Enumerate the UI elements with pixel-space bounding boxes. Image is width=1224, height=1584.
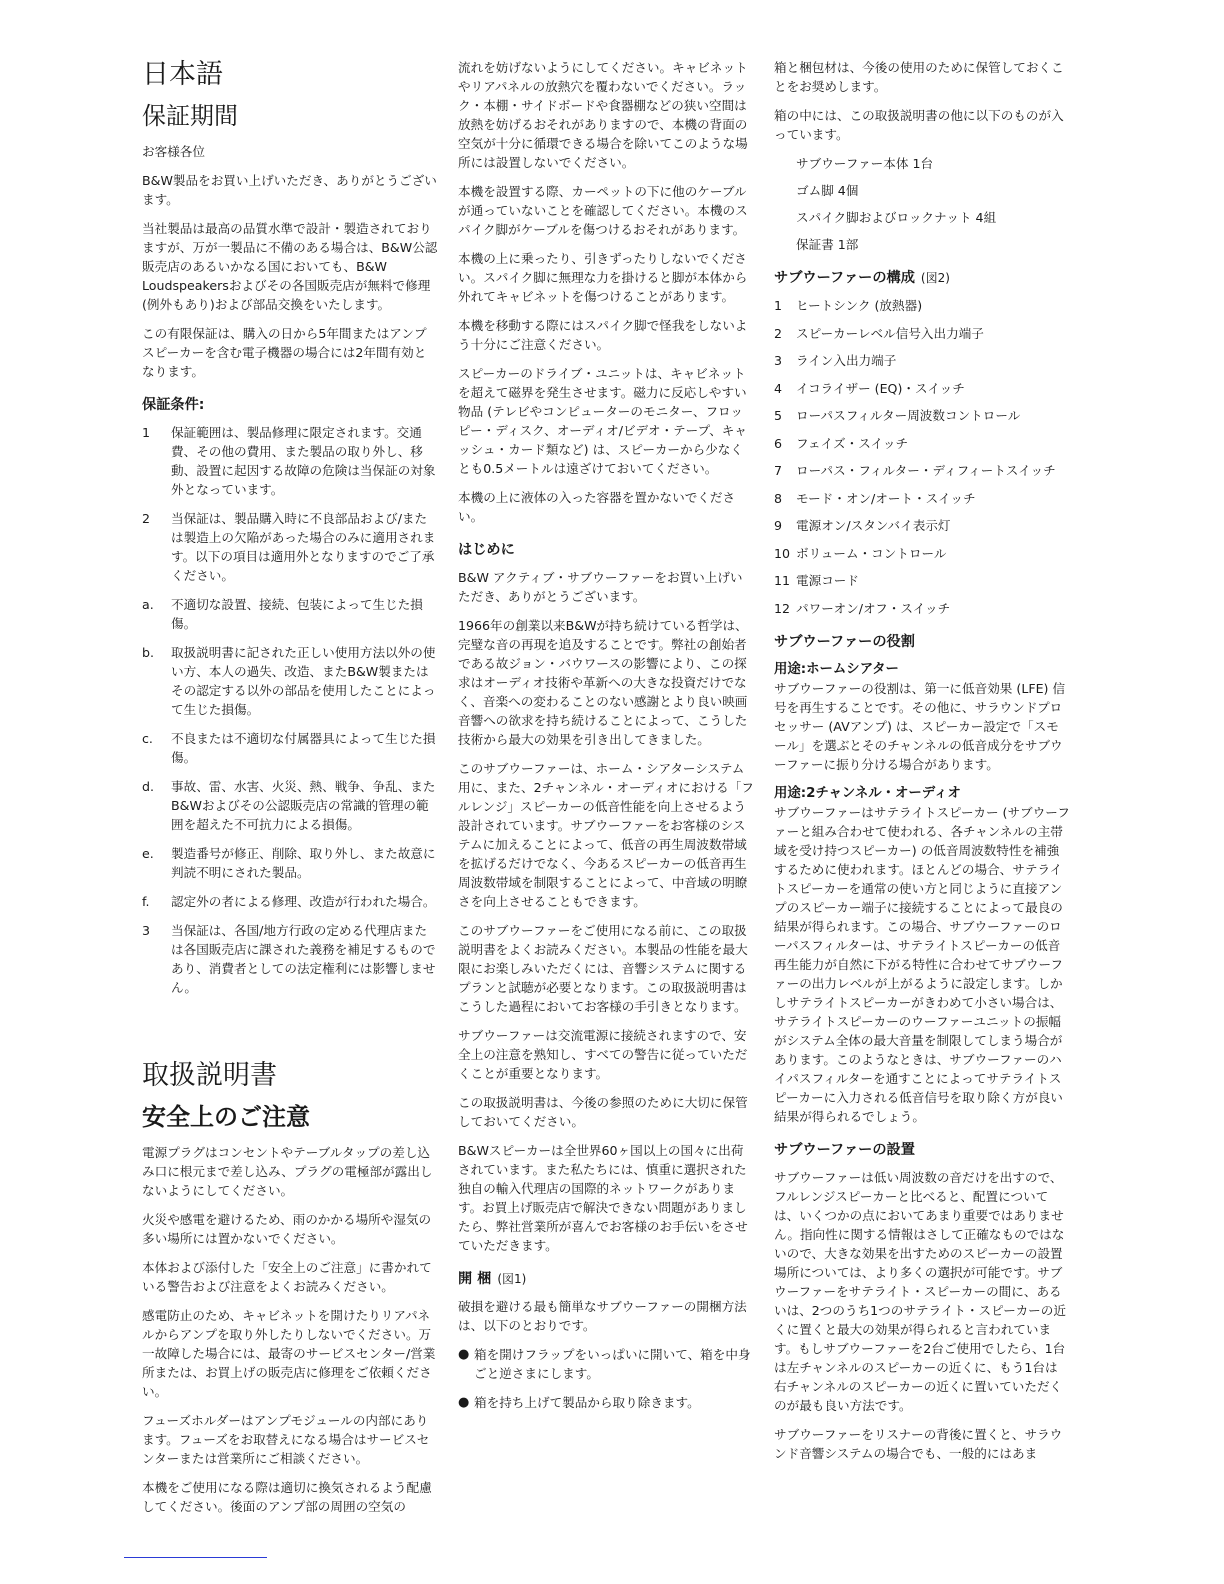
- condition-marker: f.: [142, 894, 150, 909]
- part-number: 5: [774, 408, 783, 423]
- unpack-step-text: 箱を持ち上げて製品から取り除きます。: [474, 1395, 700, 1410]
- condition-marker: 1: [142, 425, 151, 440]
- part-item: [774, 406, 1070, 425]
- use-home-theater-paragraph: サブウーファーの役割は、第一に低音効果 (LFE) 信号を再生することです。その他に、サラウンドプロセッサー (AVアンプ) は、スピーカー設定で「スモール」を選ぶとそのチャンネルの低音成分をサブウーファーに振り分ける場合があります。: [774, 680, 1066, 772]
- part-number: 11: [774, 573, 791, 588]
- unpack-heading: [458, 1269, 754, 1289]
- condition-item: [142, 729, 438, 767]
- safety-title: 安全上のご注意: [142, 1103, 310, 1131]
- greeting: お客様各位: [142, 144, 205, 159]
- use-two-channel-title: 用途:2チャンネル・オーディオ: [774, 785, 961, 801]
- part-label: パワーオン/オフ・スイッチ: [796, 600, 951, 616]
- condition-text: 製造番号が修正、削除、取り外し、また故意に判読不明にされた製品。: [171, 846, 436, 880]
- condition-text: 取扱説明書に記された正しい使用方法以外の使い方、本人の過失、改造、またB&W製またはその認定する以外の部品を使用したことによって生じた損傷。: [171, 645, 436, 717]
- safety-paragraph: 本機の上に乗ったり、引きずったりしないでください。スパイク脚に無理な力を掛けると脚が本体から外れてキャビネットを傷つけることがあります。: [458, 251, 748, 304]
- part-label: ヒートシンク (放熱器): [796, 298, 923, 313]
- safety-paragraph: 火災や感電を避けるため、雨のかかる場所や湿気の多い場所には置かないでください。: [142, 1212, 432, 1246]
- condition-item: [142, 595, 438, 633]
- intro-paragraph: B&W アクティブ・サブウーファーをお買い上げいただき、ありがとうございます。: [458, 570, 743, 604]
- contents-item: ゴム脚 4個: [796, 183, 859, 198]
- part-item: [774, 489, 1070, 508]
- safety-paragraph: 本体および添付した「安全上のご注意」に書かれている警告および注意をよくお読みください。: [142, 1260, 432, 1294]
- section-spacer: [142, 1007, 438, 1059]
- safety-paragraph: 感電防止のため、キャビネットを開けたりリアパネルからアンプを取り外したりしないでください。万一故障した場合には、最寄のサービスセンター/営業所または、お買上げの販売店に修理をご依頼ください。: [142, 1308, 436, 1399]
- part-number: 6: [774, 435, 783, 451]
- contents-item: サブウーファー本体 1台: [796, 156, 934, 171]
- condition-text: 不良または不適切な付属器具によって生じた損傷。: [171, 731, 436, 765]
- condition-marker: 2: [142, 511, 151, 526]
- contents-paragraph: 箱の中には、この取扱説明書の他に以下のものが入っています。: [774, 108, 1064, 142]
- part-item: [774, 571, 1070, 590]
- placement-title: サブウーファーの設置: [774, 1141, 915, 1158]
- packaging-paragraph: 箱と梱包材は、今後の使用のために保管しておくことをお奨めします。: [774, 60, 1064, 94]
- config-title: サブウーファーの構成: [774, 270, 915, 286]
- condition-marker: c.: [142, 731, 153, 746]
- condition-text: 当保証は、製品購入時に不良部品および/または製造上の欠陥があった場合のみに適用されます。以下の項目は適用外となりますのでご了承ください。: [171, 511, 436, 583]
- part-number: 1: [774, 298, 783, 313]
- part-item: [774, 461, 1070, 480]
- placement-paragraph: サブウーファーは低い周波数の音だけを出すので、フルレンジスピーカーと比べると、配置については、いくつかの点においてあまり重要ではありません。指向性に関する情報はさして正確なものではないので、大きな効果を出すためのスピーカーの設置場所については、より多くの選択が可能です。サブウーファーをサテライト・スピーカーの間に、あるいは、2つのうち1つのサテライト・スピーカーの近くに置くと最大の効果が得られると言われています。もしサブウーファーを2台ご使用でしたら、1台は左チャンネルのスピーカーの近くに、もう1台は右チャンネルのスピーカーの近くに置いていただくのが最も良い方法です。: [774, 1169, 1066, 1413]
- condition-marker: 3: [142, 923, 151, 938]
- part-item: [774, 434, 1070, 453]
- warranty-title: 保証期間: [142, 102, 238, 130]
- condition-item: [142, 423, 438, 499]
- placement-paragraph: サブウーファーをリスナーの背後に置くと、サラウンド音響システムの場合でも、一般的にはあま: [774, 1426, 1063, 1461]
- condition-item: [142, 892, 438, 911]
- condition-item: [142, 777, 438, 834]
- intro-paragraph: このサブウーファーは、ホーム・シアターシステム用に、また、2チャンネル・オーディオにおける「フルレンジ」スピーカーの低音性能を向上させるよう設計されています。サブウーファーをお客様のシステムに加えることによって、低音の再生周波数帯域を拡げるだけでなく、今あるスピーカーの低音再生周波数帯域を制限することによって、中音域の明瞭さを向上させることもできます。: [458, 761, 754, 909]
- part-label: 電源オン/スタンバイ表示灯: [796, 518, 951, 533]
- part-number: 7: [774, 463, 783, 478]
- unpack-step-text: 箱を開けフラップをいっぱいに開いて、箱を中身ごと逆さまにします。: [474, 1347, 751, 1381]
- language-title: 日本語: [142, 59, 223, 90]
- part-label: モード・オン/オート・スイッチ: [796, 490, 976, 506]
- unpack-step: [458, 1345, 754, 1383]
- condition-item: [142, 509, 438, 585]
- part-number: 10: [774, 545, 791, 561]
- part-item: [774, 599, 1070, 618]
- part-label: ローパス・フィルター・ディフィートスイッチ: [796, 463, 1056, 478]
- part-label: スピーカーレベル信号入出力端子: [796, 325, 984, 341]
- part-item: [774, 544, 1070, 563]
- bullet-icon: ●: [458, 1395, 470, 1410]
- parts-list: [774, 296, 1070, 618]
- use-two-channel-paragraph: サブウーファーはサテライトスピーカー (サブウーファーと組み合わせて使われる、各チャンネルの主帯域を受け持つスピーカー) の低音周波数特性を補強するために使われます。ほとんどの場合、サテライトスピーカーを通常の使い方と同じように直接アンプのスピーカー端子に接続することによって最良の結果が得られます。この場合、サブウーファーのローパスフィルターは、サテライトスピーカーの低音再生能力が自然に下がる特性に合わせてサブウーファーの出力レベルが上がるように設定します。しかしサテライトスピーカーがきわめて小さい場合は、サテライトスピーカーのウーファーユニットの振幅がシステム全体の最大音量を制限してしまう場合があります。このようなときは、サブウーファーのハイパスフィルターを通すことによってサテライトスピーカーに入力される低音信号を取り除く方が良い結果が得られるでしょう。: [774, 804, 1070, 1124]
- conditions-title: 保証条件:: [142, 397, 205, 413]
- part-item: [774, 296, 1070, 315]
- conditions-list: [142, 423, 438, 997]
- part-label: ローパスフィルター周波数コントロール: [796, 408, 1021, 423]
- part-number: 9: [774, 518, 783, 533]
- safety-paragraph: 本機を設置する際、カーペットの下に他のケーブルが通っていないことを確認してください。本機のスパイク脚がケーブルを傷つけるおそれがあります。: [458, 184, 748, 237]
- safety-paragraph: フューズホルダーはアンプモジュールの内部にあります。フューズをお取替えになる場合はサービスセンターまたは営業所にご相談ください。: [142, 1413, 430, 1466]
- config-figure-ref: (図2): [920, 271, 950, 285]
- safety-paragraph: スピーカーのドライブ・ユニットは、キャビネットを超えて磁界を発生させます。磁力に反応しやすい物品 (テレビやコンピューターのモニター、フロッピー・ディスク、オーディオ/ビデオ・テープ、キャッシュ・カード類など) は、スピーカーから少なくとも0.5メートルは遠ざけておいてください。: [458, 366, 747, 476]
- manual-title: 取扱説明書: [142, 1060, 277, 1091]
- part-label: イコライザー (EQ)・スイッチ: [796, 380, 965, 396]
- part-number: 12: [774, 600, 791, 616]
- unpack-step: [458, 1393, 754, 1412]
- part-label: 電源コード: [796, 573, 859, 588]
- bullet-icon: ●: [458, 1347, 470, 1362]
- condition-marker: d.: [142, 779, 154, 794]
- intro-paragraph: サブウーファーは交流電源に接続されますので、安全上の注意を熟知し、すべての警告に従っていただくことが重要となります。: [458, 1028, 748, 1081]
- condition-marker: a.: [142, 597, 154, 612]
- safety-paragraph: 流れを妨げないようにしてください。キャビネットやリアパネルの放熱穴を覆わないでください。ラック・本棚・サイドボードや食器棚などの狭い空間は放熱を妨げるおそれがありますので、本機の背面の空気が十分に循環できる場合を除いてこのような場所には設置しないでください。: [458, 60, 748, 170]
- intro-paragraph: この取扱説明書は、今後の参照のために大切に保管しておいてください。: [458, 1095, 748, 1129]
- condition-marker: e.: [142, 846, 154, 861]
- use-home-theater-title: 用途:ホームシアター: [774, 661, 899, 677]
- warranty-paragraph: この有限保証は、購入の日から5年間またはアンプスピーカーを含む電子機器の場合には2年間有効となります。: [142, 326, 427, 379]
- part-number: 3: [774, 353, 783, 368]
- intro-paragraph: 1966年の創業以来B&Wが持ち続けている哲学は、完璧な音の再現を追及することです。弊社の創始者である故ジョン・バウワースの影響により、この探求はオーディオ技術や革新への大きな投資だけでなく、音楽への変わることのない感謝とより良い映画音響への欲求を持ち続けることによって、こうした技術から最大の効果を引き出してきました。: [458, 618, 748, 747]
- contents-item: 保証書 1部: [796, 237, 859, 252]
- safety-paragraph: 電源プラグはコンセントやテーブルタップの差し込み口に根元まで差し込み、プラグの電極部が露出しないようにしてください。: [142, 1145, 433, 1198]
- part-label: ボリューム・コントロール: [796, 545, 947, 561]
- safety-paragraph: 本機をご使用になる際は適切に換気されるよう配慮してください。後面のアンプ部の周囲の空気の: [142, 1480, 432, 1514]
- unpack-figure-ref: (図1): [497, 1272, 527, 1286]
- safety-paragraph: 本機を移動する際にはスパイク脚で怪我をしないよう十分にご注意ください。: [458, 318, 748, 352]
- part-item: [774, 324, 1070, 343]
- intro-paragraph: B&Wスピーカーは全世界60ヶ国以上の国々に出荷されています。また私たちには、慎重に選択された独自の輸入代理店の国際的ネットワークがあります。お買上げ販売店で解決できない問題がありましたら、弊社営業所が喜んでお客様のお手伝いをさせていただきます。: [458, 1143, 748, 1253]
- warranty-paragraph: 当社製品は最高の品質水準で設計・製造されておりますが、万が一製品に不備のある場合は、B&W公認販売店のあるいかなる国においても、B&W Loudspeakersおよびその各国販売店が無料で修理(例外もあり)および部品交換をいたします。: [142, 221, 438, 312]
- part-number: 4: [774, 380, 783, 396]
- part-item: [774, 351, 1070, 370]
- unpack-paragraph: 破損を避ける最も簡単なサブウーファーの開梱方法は、以下のとおりです。: [458, 1299, 747, 1333]
- column-2: [458, 58, 754, 1422]
- part-item: [774, 379, 1070, 398]
- intro-title: はじめに: [458, 542, 515, 558]
- condition-marker: b.: [142, 645, 154, 660]
- condition-text: 認定外の者による修理、改造が行われた場合。: [171, 894, 436, 909]
- condition-item: [142, 844, 438, 882]
- role-title: サブウーファーの役割: [774, 633, 915, 650]
- contents-item: スパイク脚およびロックナット 4組: [796, 210, 997, 225]
- footer-rule: [124, 1557, 267, 1558]
- safety-paragraph: 本機の上に液体の入った容器を置かないでください。: [458, 490, 736, 524]
- condition-text: 当保証は、各国/地方行政の定める代理店または各国販売店に課された義務を補足するものであり、消費者としての法定権利には影響しません。: [171, 923, 436, 995]
- condition-text: 事故、雷、水害、火災、熱、戦争、争乱、またB&Wおよびその公認販売店の常識的管理の範囲を超えた不可抗力による損傷。: [171, 779, 436, 832]
- unpack-title: 開 梱: [458, 1271, 492, 1287]
- condition-text: 保証範囲は、製品修理に限定されます。交通費、その他の費用、また製品の取り外し、移動、設置に起因する故障の危険は当保証の対象外となっています。: [171, 425, 436, 497]
- config-heading: [774, 268, 1070, 288]
- part-number: 8: [774, 490, 783, 506]
- part-number: 2: [774, 325, 783, 341]
- condition-text: 不適切な設置、接続、包装によって生じた損傷。: [171, 597, 423, 631]
- part-item: [774, 516, 1070, 535]
- warranty-paragraph: B&W製品をお買い上げいただき、ありがとうございます。: [142, 173, 437, 207]
- part-label: ライン入出力端子: [796, 353, 897, 368]
- condition-item: [142, 921, 438, 997]
- intro-paragraph: このサブウーファーをご使用になる前に、この取扱説明書をよくお読みください。本製品の性能を最大限にお楽しみいただくには、音響システムに関するプランと試聴が必要となります。この取扱説明書はこうした過程においてお客様の手引きとなります。: [458, 923, 748, 1014]
- part-label: フェイズ・スイッチ: [796, 435, 909, 451]
- column-1: [142, 58, 438, 1526]
- column-3: [774, 58, 1070, 1473]
- condition-item: [142, 643, 438, 719]
